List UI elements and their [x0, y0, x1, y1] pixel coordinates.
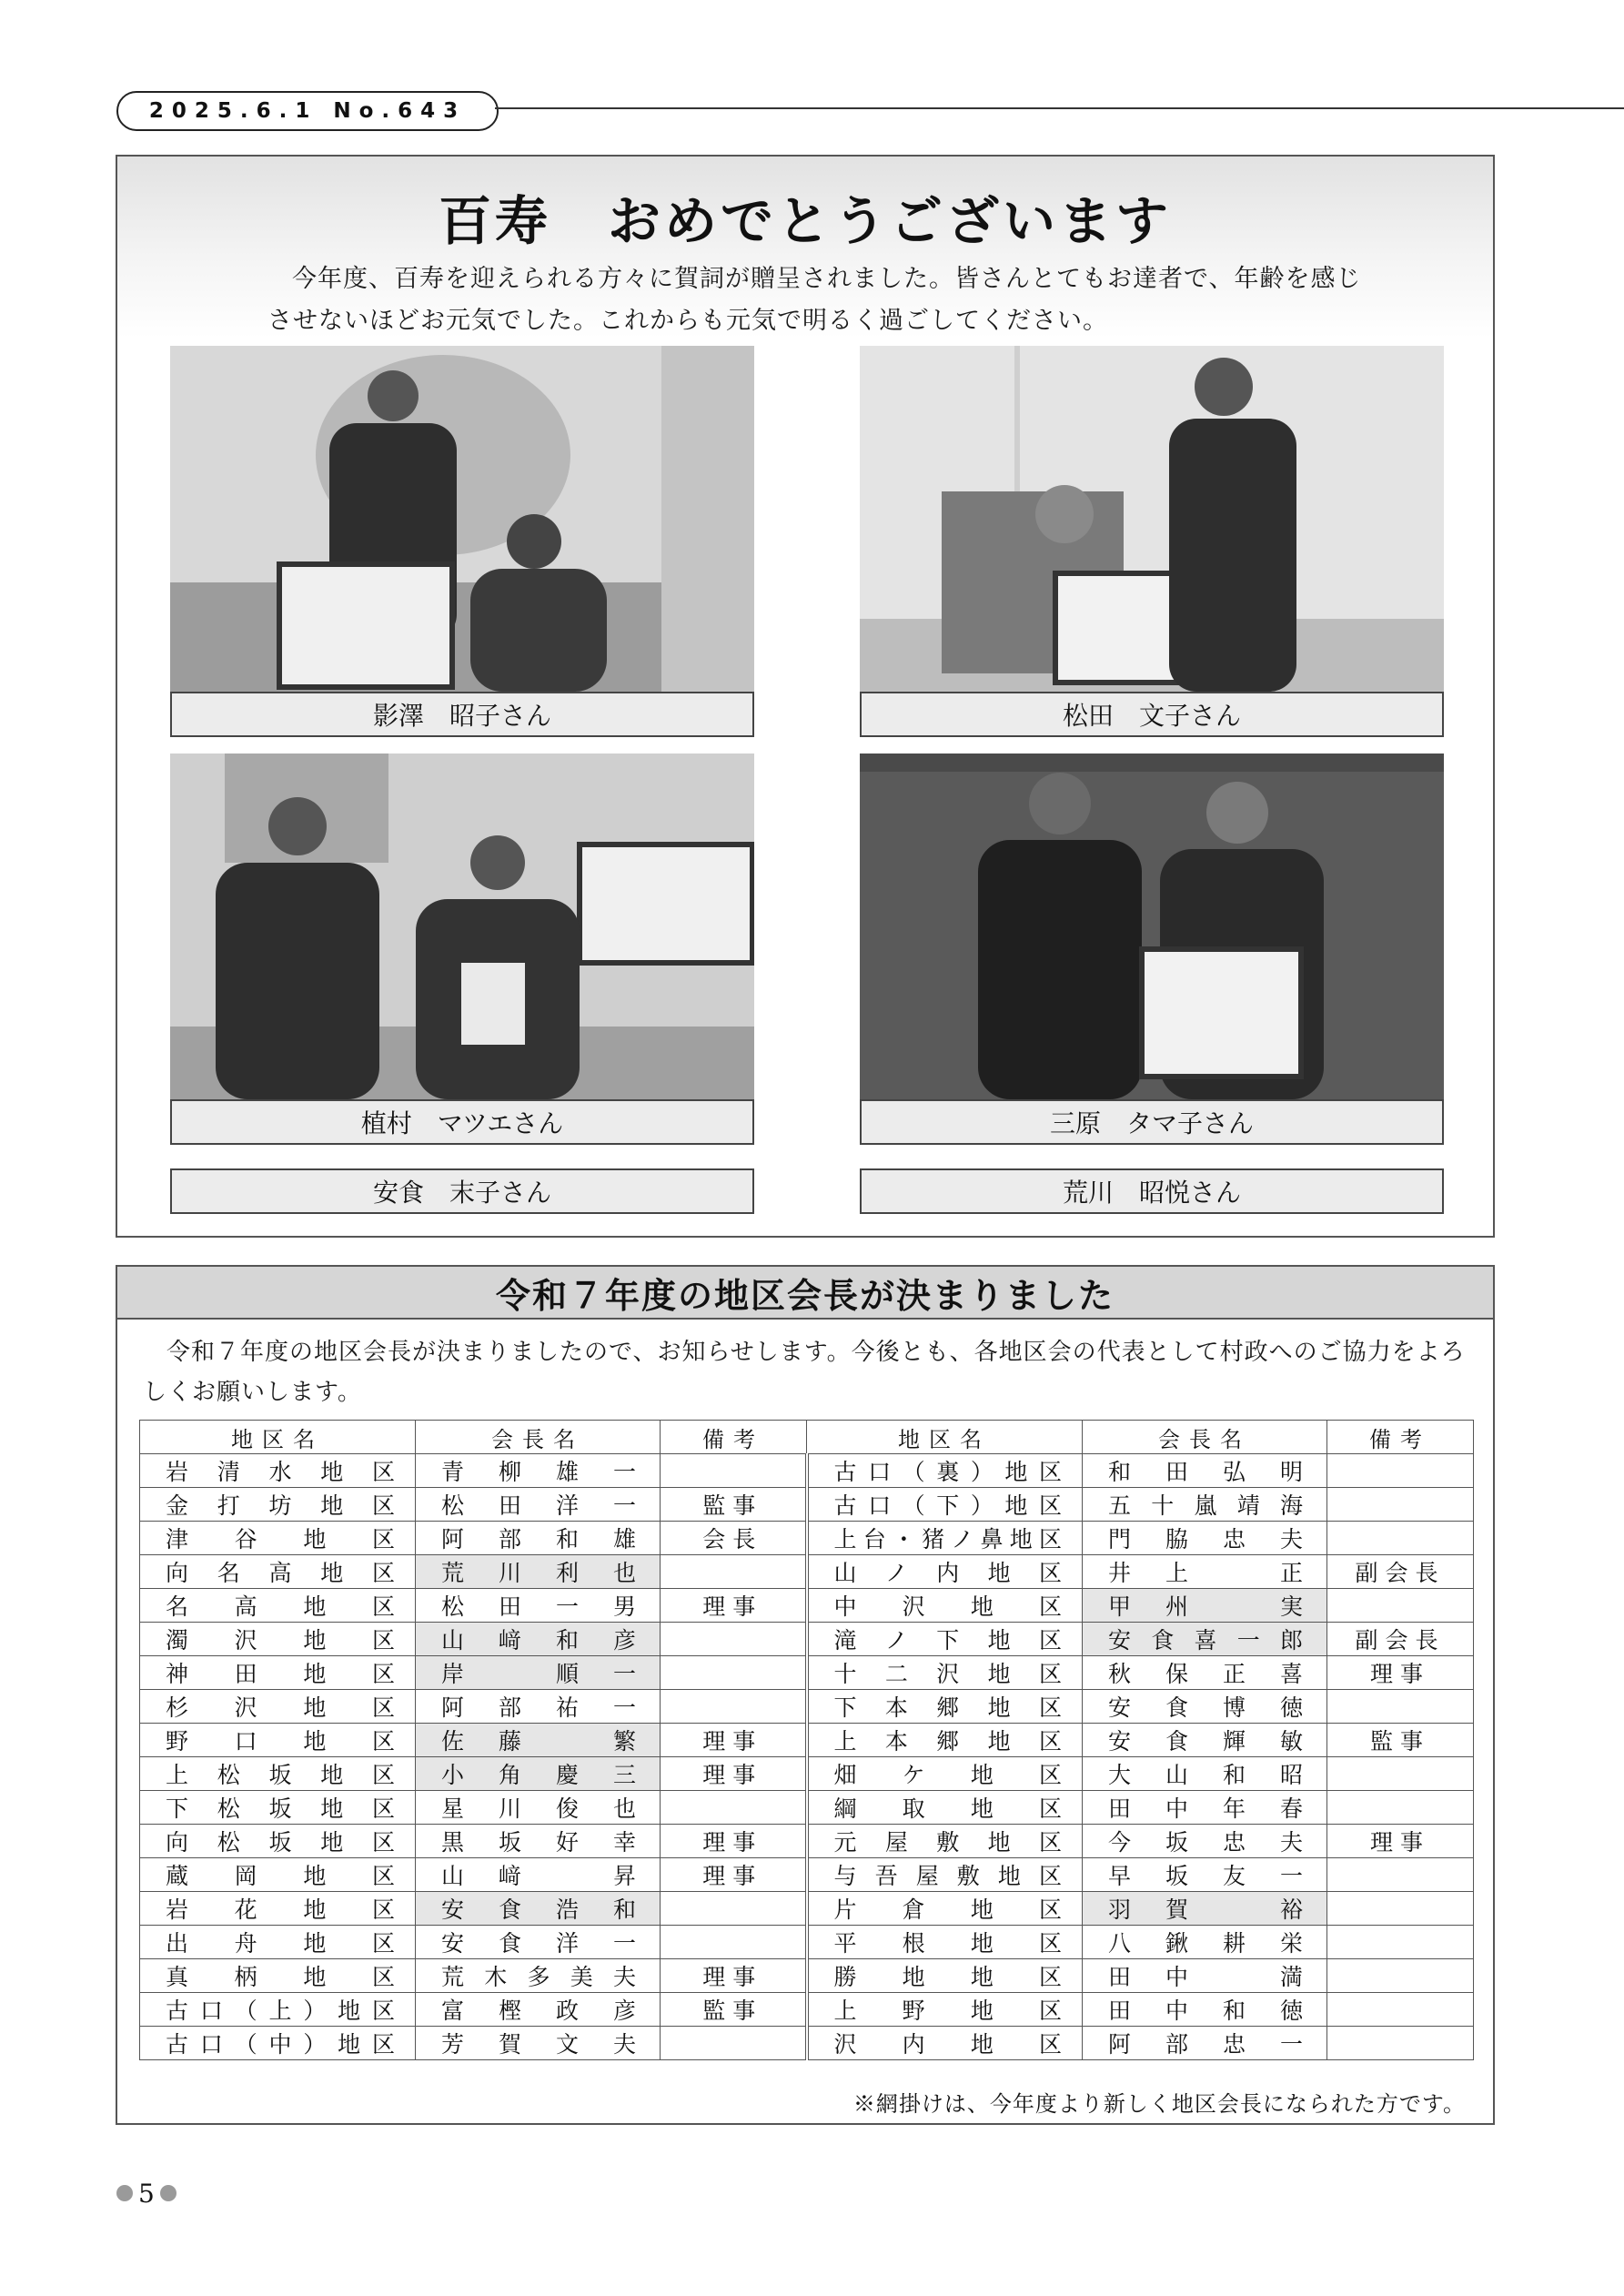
note-cell: 会長: [661, 1522, 807, 1555]
centenarian-name-extra-2: 荒川 昭悦さん: [860, 1168, 1444, 1214]
photo-3: [170, 754, 754, 1099]
col-header-note-right: 備考: [1327, 1421, 1474, 1454]
district-cell: 杉沢地区: [140, 1690, 416, 1724]
footer-dot-left-icon: [116, 2185, 133, 2201]
chair-cell: 大山和昭: [1083, 1757, 1327, 1791]
district-cell: 滝ノ下地区: [807, 1623, 1083, 1656]
district-cell: 綱取地区: [807, 1791, 1083, 1825]
centenarian-lead: 今年度、百寿を迎えられる方々に賀詞が贈呈されました。皆さんとてもお達者で、年齢を感じさせないほどお元気でした。これからも元気で明るく過ごしてください。: [267, 265, 1362, 335]
chair-cell: 荒木多美夫: [416, 1959, 661, 1993]
chair-cell: 和田弘明: [1083, 1454, 1327, 1488]
district-cell: 金打坊地区: [140, 1488, 416, 1522]
note-cell: [1327, 1522, 1474, 1555]
district-cell: 与吾屋敷地区: [807, 1858, 1083, 1892]
note-cell: [1327, 2027, 1474, 2060]
district-cell: 古口（裏）地区: [807, 1454, 1083, 1488]
table-row: [140, 1791, 1474, 1825]
chair-cell: 安食洋一: [416, 1926, 661, 1959]
district-cell: 畑ケ地区: [807, 1757, 1083, 1791]
col-header-chair-left: 会長名: [416, 1421, 661, 1454]
col-header-district-right: 地区名: [807, 1421, 1083, 1454]
table-header-row: [140, 1421, 1474, 1454]
note-cell: [661, 1926, 807, 1959]
photo-4-image: [860, 754, 1444, 1099]
district-cell: 岩花地区: [140, 1892, 416, 1926]
col-header-note-left: 備考: [661, 1421, 807, 1454]
chair-cell: 山﨑 昇: [416, 1858, 661, 1892]
chair-cell: 松田一男: [416, 1589, 661, 1623]
table-row: [140, 1690, 1474, 1724]
photo-4-caption: 三原 タマ子さん: [860, 1099, 1444, 1145]
district-chairs-lead: 令和７年度の地区会長が決まりましたので、お知らせします。今後とも、各地区会の代表として村政へのご協力をよろしくお願いします。: [143, 1339, 1466, 1406]
table-row: [140, 1522, 1474, 1555]
district-cell: 岩清水地区: [140, 1454, 416, 1488]
header-rule: [495, 107, 1624, 109]
district-cell: 濁沢地区: [140, 1623, 416, 1656]
district-cell: 十二沢地区: [807, 1656, 1083, 1690]
photo-1: [170, 346, 754, 692]
col-header-chair-right: 会長名: [1083, 1421, 1327, 1454]
note-cell: 監事: [661, 1488, 807, 1522]
page-number: 5: [138, 2178, 155, 2209]
chair-cell: 阿部和雄: [416, 1522, 661, 1555]
chair-cell: 秋保正喜: [1083, 1656, 1327, 1690]
table-row: [140, 1656, 1474, 1690]
table-row: [140, 1623, 1474, 1656]
photo-3-caption: 植村 マツエさん: [170, 1099, 754, 1145]
district-cell: 勝地地区: [807, 1959, 1083, 1993]
note-cell: [1327, 1757, 1474, 1791]
issue-date-label: 2025.6.1 No.643: [116, 91, 499, 131]
chair-cell: 松田洋一: [416, 1488, 661, 1522]
shading-note: ※網掛けは、今年度より新しく地区会長になられた方です。: [852, 2091, 1466, 2117]
photo-1-caption: 影澤 昭子さん: [170, 692, 754, 737]
chair-cell: 安食輝敏: [1083, 1724, 1327, 1757]
district-cell: 下松坂地区: [140, 1791, 416, 1825]
chair-cell: 八鍬耕栄: [1083, 1926, 1327, 1959]
district-chairs-section: [116, 1265, 1495, 2125]
photo-1-image: [170, 346, 754, 692]
district-cell: 古口（中）地区: [140, 2027, 416, 2060]
photo-2-image: [860, 346, 1444, 692]
district-chairs-title: 令和７年度の地区会長が決まりました: [117, 1267, 1493, 1320]
note-cell: [1327, 1959, 1474, 1993]
chair-cell: 田中和徳: [1083, 1993, 1327, 2027]
note-cell: [661, 1791, 807, 1825]
footer-dot-right-icon: [160, 2185, 177, 2201]
chair-cell: 今坂忠夫: [1083, 1825, 1327, 1858]
table-row: [140, 1589, 1474, 1623]
note-cell: 監事: [661, 1993, 807, 2027]
photo-3-image: [170, 754, 754, 1099]
note-cell: [1327, 1892, 1474, 1926]
note-cell: [1327, 1993, 1474, 2027]
district-cell: 名高地区: [140, 1589, 416, 1623]
district-cell: 中沢地区: [807, 1589, 1083, 1623]
note-cell: [1327, 1926, 1474, 1959]
district-cell: 上松坂地区: [140, 1757, 416, 1791]
note-cell: [1327, 1690, 1474, 1724]
table-row: [140, 1825, 1474, 1858]
chair-cell: 門脇忠夫: [1083, 1522, 1327, 1555]
district-cell: 片倉地区: [807, 1892, 1083, 1926]
district-cell: 沢内地区: [807, 2027, 1083, 2060]
district-cell: 上野地区: [807, 1993, 1083, 2027]
note-cell: 理事: [661, 1825, 807, 1858]
note-cell: [1327, 1488, 1474, 1522]
district-cell: 平根地区: [807, 1926, 1083, 1959]
chair-cell: 羽賀 裕: [1083, 1892, 1327, 1926]
chair-cell: 田中年春: [1083, 1791, 1327, 1825]
district-chairs-table: [139, 1420, 1474, 2060]
photo-2-caption: 松田 文子さん: [860, 692, 1444, 737]
district-cell: 野口地区: [140, 1724, 416, 1757]
note-cell: [661, 2027, 807, 2060]
note-cell: 理事: [1327, 1656, 1474, 1690]
note-cell: [1327, 1858, 1474, 1892]
chair-cell: 安食博徳: [1083, 1690, 1327, 1724]
chair-cell: 田中 満: [1083, 1959, 1327, 1993]
photo-2: [860, 346, 1444, 692]
chair-cell: 早坂友一: [1083, 1858, 1327, 1892]
chair-cell: 五十嵐靖海: [1083, 1488, 1327, 1522]
note-cell: [661, 1892, 807, 1926]
note-cell: 理事: [661, 1757, 807, 1791]
chair-cell: 青柳雄一: [416, 1454, 661, 1488]
note-cell: 理事: [1327, 1825, 1474, 1858]
chair-cell: 岸 順一: [416, 1656, 661, 1690]
district-cell: 神田地区: [140, 1656, 416, 1690]
district-cell: 真柄地区: [140, 1959, 416, 1993]
district-cell: 古口（上）地区: [140, 1993, 416, 2027]
chair-cell: 佐藤 繁: [416, 1724, 661, 1757]
district-cell: 蔵岡地区: [140, 1858, 416, 1892]
note-cell: 副会長: [1327, 1623, 1474, 1656]
note-cell: 理事: [661, 1724, 807, 1757]
chair-cell: 阿部忠一: [1083, 2027, 1327, 2060]
district-cell: 上本郷地区: [807, 1724, 1083, 1757]
page-footer: [116, 2179, 177, 2208]
district-cell: 津谷地区: [140, 1522, 416, 1555]
chair-cell: 安食喜一郎: [1083, 1623, 1327, 1656]
col-header-district-left: 地区名: [140, 1421, 416, 1454]
table-row: [140, 1892, 1474, 1926]
district-cell: 向名高地区: [140, 1555, 416, 1589]
table-row: [140, 1858, 1474, 1892]
chair-cell: 阿部祐一: [416, 1690, 661, 1724]
note-cell: [1327, 1454, 1474, 1488]
note-cell: [661, 1623, 807, 1656]
chair-cell: 富樫政彦: [416, 1993, 661, 2027]
table-row: [140, 1555, 1474, 1589]
chair-cell: 芳賀文夫: [416, 2027, 661, 2060]
centenarian-title: 百寿 おめでとうございます: [438, 190, 1172, 252]
table-row: [140, 1993, 1474, 2027]
district-cell: 下本郷地区: [807, 1690, 1083, 1724]
chair-cell: 小角慶三: [416, 1757, 661, 1791]
district-cell: 出舟地区: [140, 1926, 416, 1959]
note-cell: 副会長: [1327, 1555, 1474, 1589]
chair-cell: 荒川利也: [416, 1555, 661, 1589]
district-cell: 山ノ内地区: [807, 1555, 1083, 1589]
table-row: [140, 1926, 1474, 1959]
chair-cell: 黒坂好幸: [416, 1825, 661, 1858]
district-cell: 古口（下）地区: [807, 1488, 1083, 1522]
table-row: [140, 1757, 1474, 1791]
note-cell: 理事: [661, 1589, 807, 1623]
table-row: [140, 1724, 1474, 1757]
note-cell: [661, 1454, 807, 1488]
note-cell: 理事: [661, 1858, 807, 1892]
district-cell: 上台・猪ノ鼻地区: [807, 1522, 1083, 1555]
note-cell: [1327, 1589, 1474, 1623]
centenarian-name-extra-1: 安食 末子さん: [170, 1168, 754, 1214]
note-cell: [661, 1656, 807, 1690]
district-cell: 元屋敷地区: [807, 1825, 1083, 1858]
chair-cell: 安食浩和: [416, 1892, 661, 1926]
chair-cell: 井上 正: [1083, 1555, 1327, 1589]
note-cell: 監事: [1327, 1724, 1474, 1757]
table-row: [140, 1454, 1474, 1488]
chair-cell: 山﨑和彦: [416, 1623, 661, 1656]
table-row: [140, 2027, 1474, 2060]
chair-cell: 甲州 実: [1083, 1589, 1327, 1623]
district-cell: 向松坂地区: [140, 1825, 416, 1858]
note-cell: [661, 1555, 807, 1589]
note-cell: [1327, 1791, 1474, 1825]
note-cell: [661, 1690, 807, 1724]
centenarian-section: [116, 155, 1495, 1238]
table-row: [140, 1488, 1474, 1522]
table-row: [140, 1959, 1474, 1993]
photo-4: [860, 754, 1444, 1099]
note-cell: 理事: [661, 1959, 807, 1993]
chair-cell: 星川俊也: [416, 1791, 661, 1825]
